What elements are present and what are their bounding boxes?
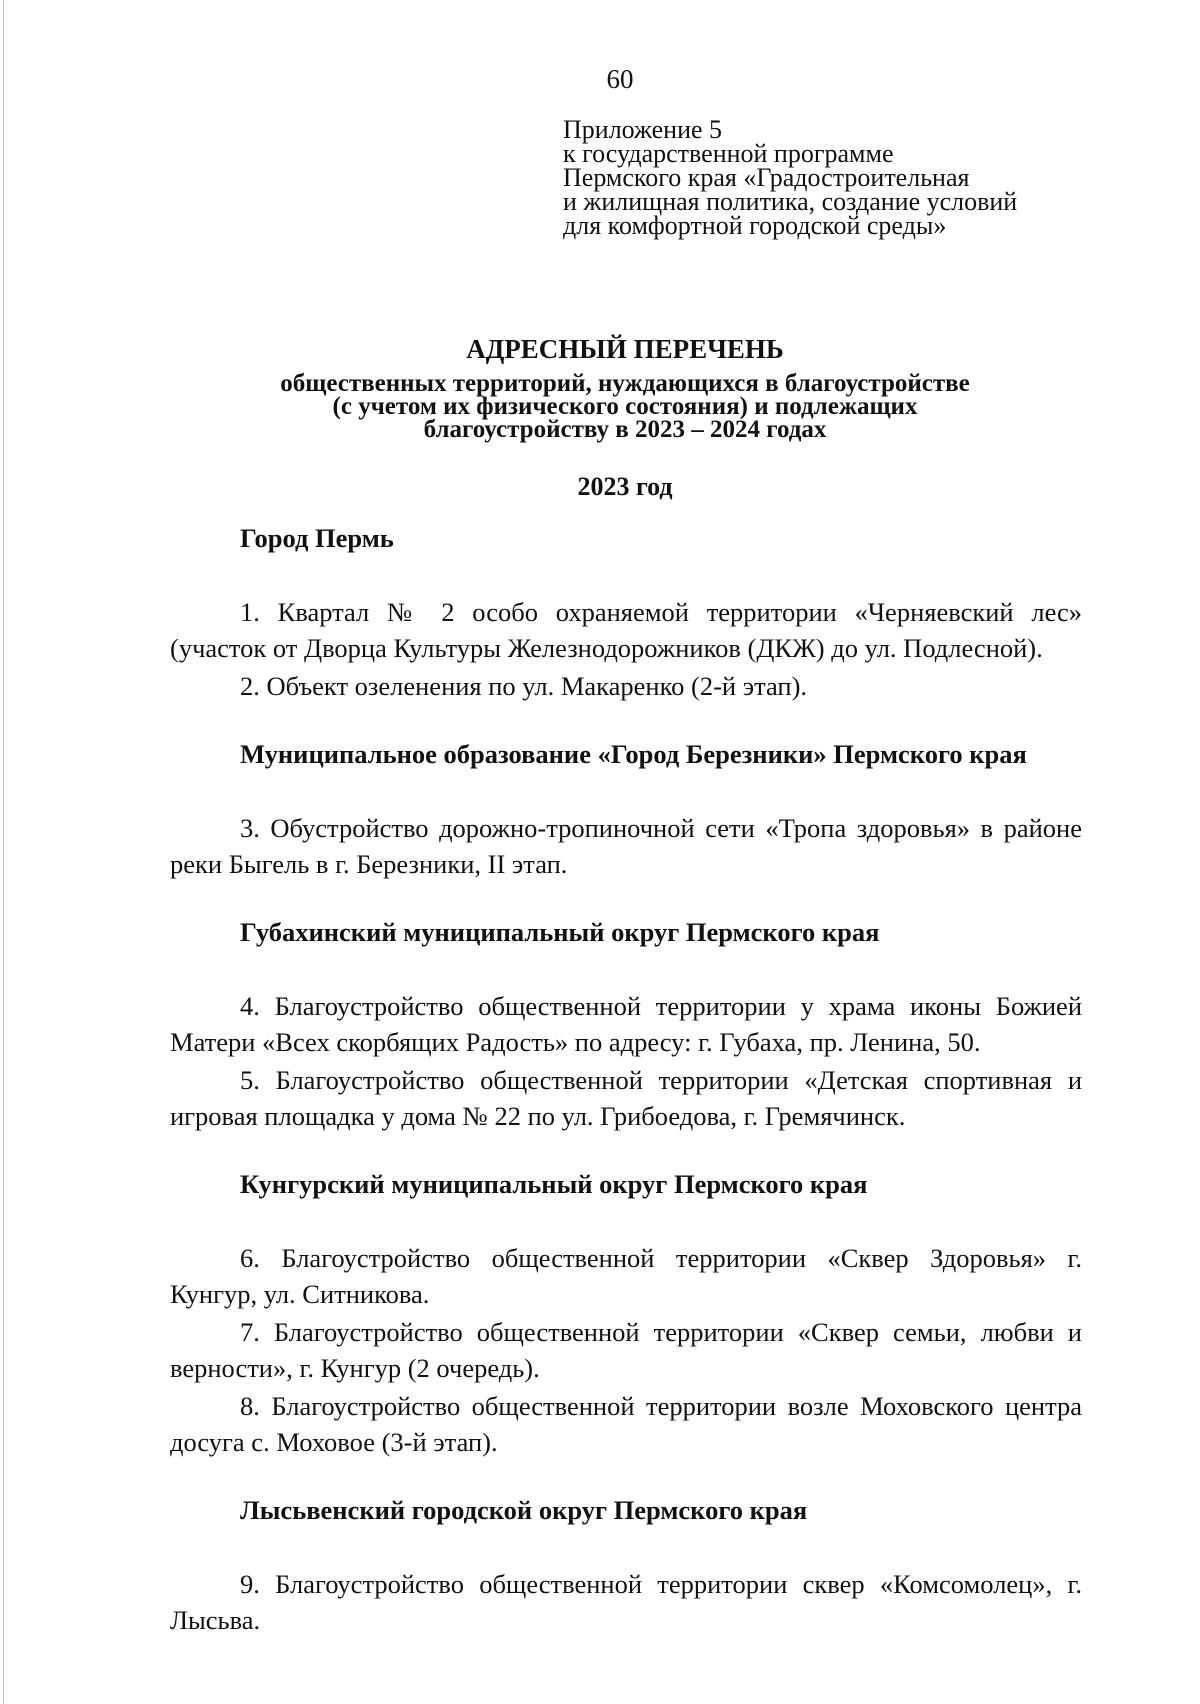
section-heading-lysva: Лысьвенский городской округ Пермского края (240, 1495, 808, 1525)
list-item: 4. Благоустройство общественной территории у храма иконы Божией Матери «Всех скорбящих Радость» по адресу: г. Губаха, пр. Ленина, 50. (170, 991, 1082, 1057)
section-heading-perm: Город Пермь (240, 523, 394, 553)
appendix-line: и жилищная политика, создание условий (563, 187, 1018, 216)
list-item: 3. Обустройство дорожно-тропиночной сети «Тропа здоровья» в районе реки Быгель в г. Березники, II этап. (170, 813, 1082, 879)
document-title: АДРЕСНЫЙ ПЕРЕЧЕНЬ (466, 334, 784, 364)
page-number: 60 (606, 64, 634, 94)
subtitle-line: благоустройству в 2023 – 2024 годах (423, 416, 827, 443)
subtitle-line: общественных территорий, нуждающихся в благоустройстве (280, 370, 970, 397)
section-heading-kungur: Кунгурский муниципальный округ Пермского края (240, 1169, 868, 1199)
appendix-note (563, 115, 1018, 240)
list-item: 8. Благоустройство общественной территории возле Моховского центра досуга с. Моховое (3-й этап). (170, 1391, 1082, 1457)
list-item: 9. Благоустройство общественной территории сквер «Комсомолец», г. Лысьва. (170, 1569, 1082, 1635)
scan-edge-line (3, 0, 4, 1704)
list-item: 5. Благоустройство общественной территории «Детская спортивная и игровая площадка у дома № 22 по ул. Грибоедова, г. Гремячинск. (170, 1065, 1082, 1131)
list-item: 7. Благоустройство общественной территории «Сквер семьи, любви и верности», г. Кунгур (2 очередь). (170, 1317, 1082, 1383)
appendix-line: Приложение 5 (563, 115, 723, 144)
year-heading: 2023 год (577, 472, 673, 501)
appendix-line: к государственной программе (563, 139, 894, 168)
appendix-line: Пермского края «Градостроительная (563, 163, 970, 192)
list-item: 2. Объект озеленения по ул. Макаренко (2-й этап). (240, 671, 808, 701)
subtitle-line: (с учетом их физического состояния) и подлежащих (332, 393, 918, 420)
territory-list (170, 520, 1082, 1638)
list-item: 1. Квартал № 2 особо охраняемой территории «Черняевский лес» (участок от Дворца Культуры Железнодорожников (ДКЖ) до ул. Подлесной). (170, 597, 1082, 663)
section-heading-berezniki: Муниципальное образование «Город Березники» Пермского края (240, 739, 1027, 769)
list-item: 6. Благоустройство общественной территории «Сквер Здоровья» г. Кунгур, ул. Ситникова. (170, 1243, 1082, 1309)
appendix-line: для комфортной городской среды» (563, 211, 947, 240)
document-subtitle (0, 372, 1200, 441)
section-heading-gubakha: Губахинский муниципальный округ Пермского края (240, 917, 880, 947)
